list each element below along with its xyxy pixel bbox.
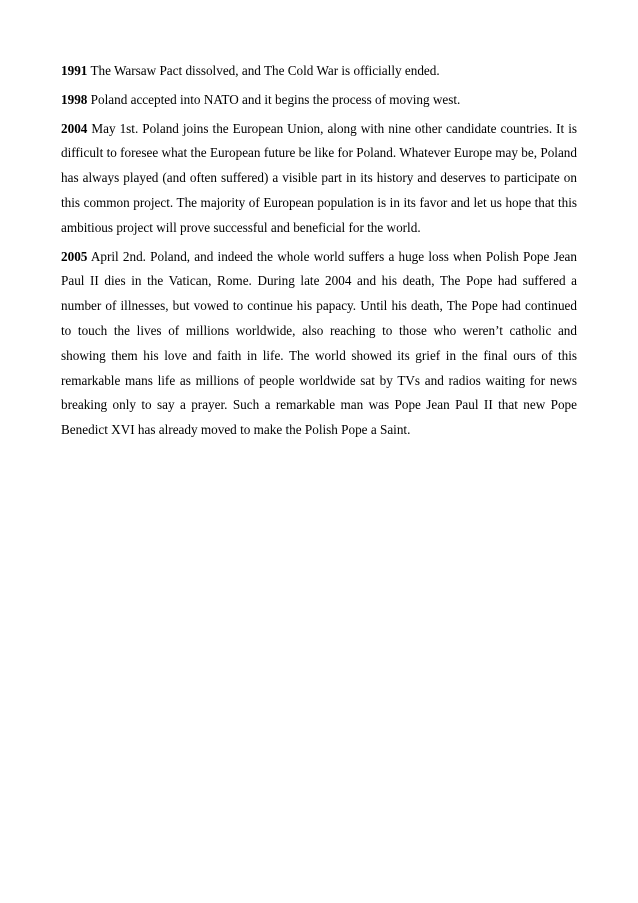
- timeline-entry-1998: [61, 88, 577, 113]
- timeline-entry-1991: [61, 59, 577, 84]
- entry-year: 1998: [61, 91, 88, 107]
- entry-year: 1991: [61, 63, 88, 78]
- timeline-entry-2005: [61, 245, 577, 443]
- entry-year: 2004: [61, 120, 88, 136]
- timeline-entry-2004: [61, 117, 577, 241]
- entry-text: May 1st. Poland joins the European Union, along with nine other candidate countries. It is difficult to foresee what the European future be like for Poland. Whatever Europe may be, Poland has always played (and often suffered) a visible part in its history and deserves to participate on this common project. The majority of European population is in its favor and let us hope that this ambitious project will prove successful and beneficial for the world.: [61, 120, 578, 235]
- entry-text: Poland accepted into NATO and it begins the process of moving west.: [90, 91, 461, 107]
- timeline-text: [61, 59, 577, 447]
- entry-text: April 2nd. Poland, and indeed the whole world suffers a huge loss when Polish Pope Jean Paul II dies in the Vatican, Rome. During late 2004 and his death, The Pope had suffered a number of illnesses, but vowed to continue his papacy. Until his death, The Pope had continued to touch the lives of millions worldwide, also reaching to those who weren’t catholic and showing them his love and faith in life. The world showed its grief in the final ours of this remarkable mans life as millions of people worldwide sat by TVs and radios waiting for news breaking only to say a prayer. Such a remarkable man was Pope Jean Paul II that new Pope Benedict XVI has already moved to make the Polish Pope a Saint.: [61, 248, 578, 438]
- entry-text: The Warsaw Pact dissolved, and The Cold War is officially ended.: [90, 63, 440, 78]
- entry-year: 2005: [61, 248, 88, 264]
